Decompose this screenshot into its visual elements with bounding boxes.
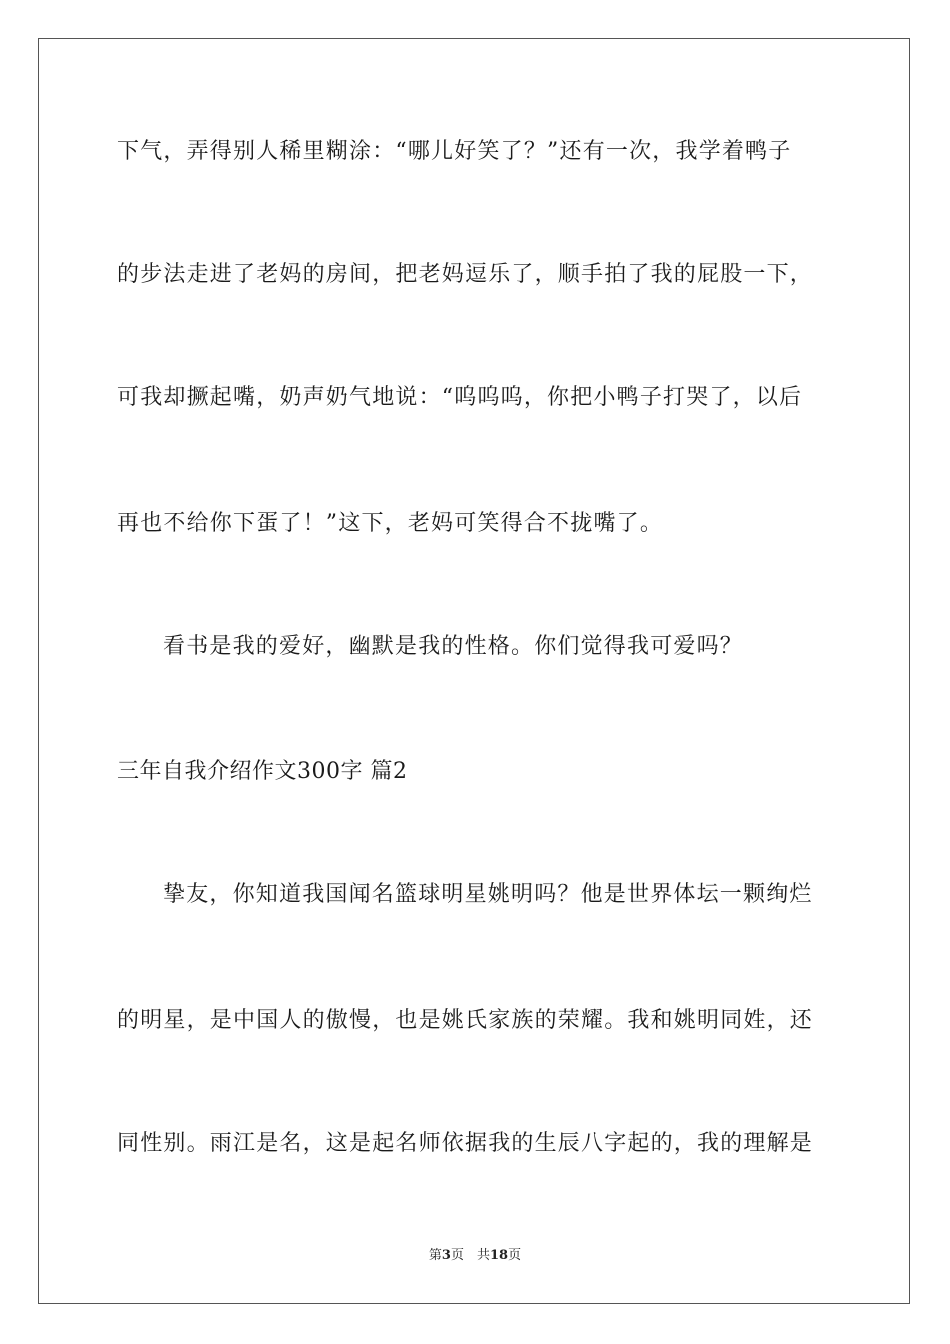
paragraph-line: 挚友，你知道我国闻名篮球明星姚明吗？他是世界体坛一颗绚烂: [163, 882, 813, 907]
paragraph-line: 同性别。雨江是名，这是起名师依据我的生辰八字起的，我的理解是: [117, 1131, 814, 1156]
page-label-suffix: 页: [508, 1248, 522, 1263]
paragraph-line: 下气，弄得别人稀里糊涂：“哪儿好笑了？”还有一次，我学着鸭子: [117, 139, 792, 164]
page-label-mid: 页 共: [450, 1248, 490, 1263]
paragraph-line: 再也不给你下蛋了！”这下，老妈可笑得合不拢嘴了。: [117, 511, 664, 536]
page-border: [38, 38, 910, 1304]
total-page-number: 18: [489, 1248, 509, 1263]
paragraph-line: 看书是我的爱好，幽默是我的性格。你们觉得我可爱吗？: [163, 634, 744, 659]
paragraph-line: 的步法走进了老妈的房间，把老妈逗乐了，顺手拍了我的屁股一下，: [117, 262, 814, 287]
section-heading: 三年自我介绍作文300字 篇2: [117, 759, 408, 784]
paragraph-line: 可我却撅起嘴，奶声奶气地说：“呜呜呜，你把小鸭子打哭了，以后: [117, 385, 803, 410]
page-footer: [0, 1247, 950, 1265]
current-page-number: 3: [441, 1248, 451, 1263]
paragraph-line: 的明星，是中国人的傲慢，也是姚氏家族的荣耀。我和姚明同姓，还: [117, 1008, 814, 1033]
page-label-prefix: 第: [428, 1248, 442, 1263]
